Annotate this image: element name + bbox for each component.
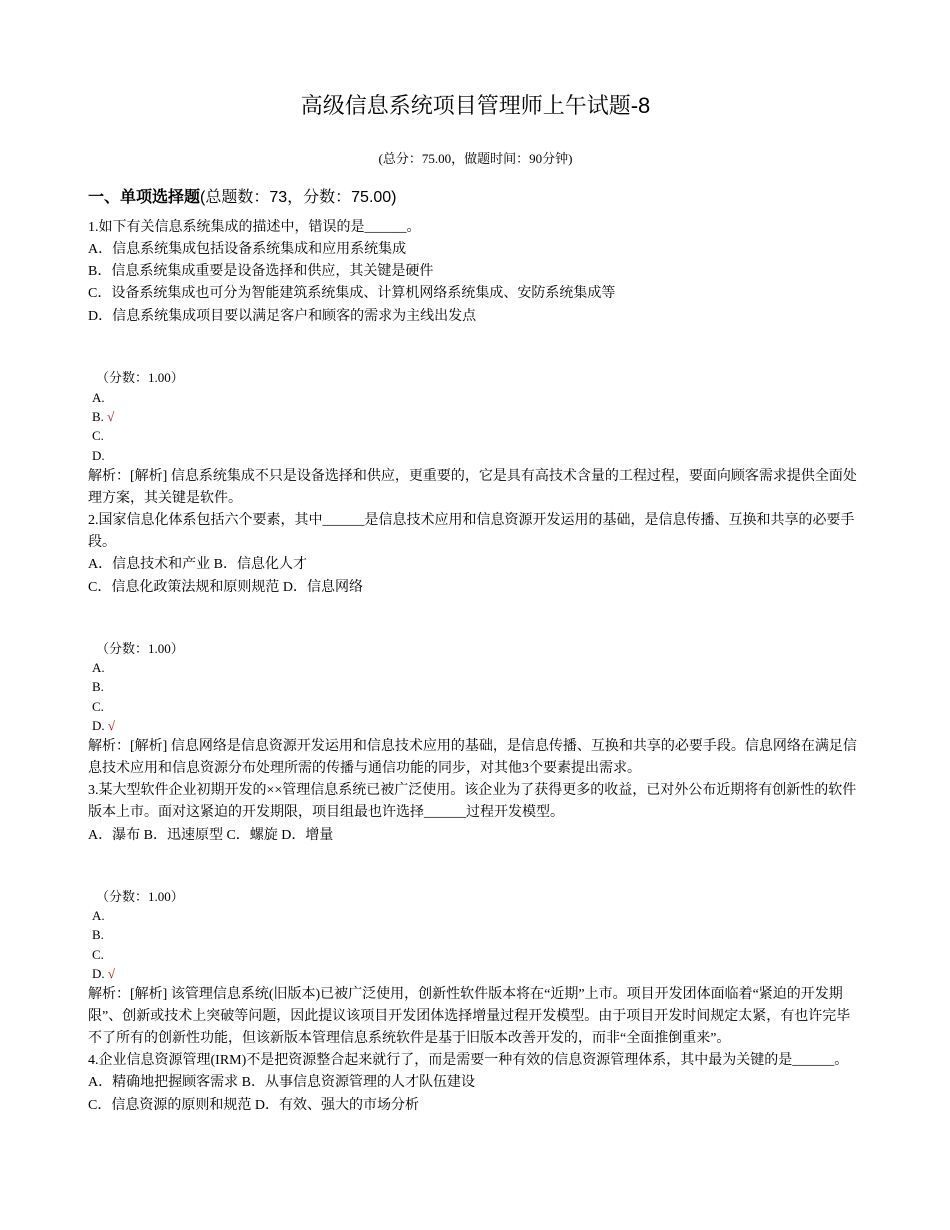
- question-2-analysis: 解析：[解析] 信息网络是信息资源开发运用和信息技术应用的基础，是信息传播、互换和共享的必要手段。信息网络在满足信息技术应用和信息资源分布处理所需的传播与通信功能的同步，对其他3个要素提出需求。: [88, 739, 857, 776]
- question-1-score: （分数：1.00）: [96, 370, 184, 385]
- question-2-answer-c: C.: [92, 699, 104, 714]
- question-1-choice-a: A．信息系统集成包括设备系统集成和应用系统集成: [88, 242, 407, 257]
- question-1-answer-d: D.: [92, 448, 105, 463]
- question-3-answer-b: B.: [92, 927, 104, 942]
- question-2-answer-b: B.: [92, 679, 104, 694]
- question-1-stem: 1.如下有关信息系统集成的描述中，错误的是______。: [88, 220, 421, 235]
- correct-check-icon: √: [107, 409, 115, 424]
- question-1-answer-b: B. √: [92, 409, 115, 424]
- question-2-choice-cd: C．信息化政策法规和原则规范 D．信息网络: [88, 580, 363, 595]
- question-1-choice-c: C．设备系统集成也可分为智能建筑系统集成、计算机网络系统集成、安防系统集成等: [88, 286, 616, 301]
- question-3-answer-c: C.: [92, 947, 104, 962]
- question-3-answer-d: D. √: [92, 966, 116, 981]
- question-3-choices: A．瀑布 B．迅速原型 C．螺旋 D．增量: [88, 828, 334, 843]
- question-4-choice-cd: C．信息资源的原则和规范 D．有效、强大的市场分析: [88, 1098, 419, 1113]
- question-2-stem: 2.国家信息化体系包括六个要素，其中______是信息技术应用和信息资源开发运用的基础，是信息传播、互换和共享的必要手段。: [88, 513, 855, 550]
- page-title: 高级信息系统项目管理师上午试题-8: [300, 93, 651, 118]
- question-1-answer-c: C.: [92, 428, 104, 443]
- question-4-stem: 4.企业信息资源管理(IRM)不是把资源整合起来就行了，而是需要一种有效的信息资源管理体系，其中最为关键的是______。: [88, 1053, 849, 1068]
- question-2-score: （分数：1.00）: [96, 641, 184, 656]
- section-header: [88, 187, 397, 209]
- question-2-choice-ab: A．信息技术和产业 B．信息化人才: [88, 557, 307, 572]
- question-1-answer-a: A.: [92, 390, 105, 405]
- correct-check-icon: √: [107, 966, 116, 981]
- section-label: 一、单项选择题: [88, 189, 201, 206]
- question-3-answer-a: A.: [92, 908, 105, 923]
- question-1-choice-d: D．信息系统集成项目要以满足客户和顾客的需求为主线出发点: [88, 309, 477, 324]
- question-3-analysis: 解析：[解析] 该管理信息系统(旧版本)已被广泛使用，创新性软件版本将在“近期”上市。项目开发团体面临着“紧迫的开发期限”、创新或技术上突破等问题，因此提议该项目开发团体选择增量过程开发模型。由于项目开发时间规定太紧，有也许完毕不了所有的创新性功能，但该新版本管理信息系统软件是基于旧版本改善开发的，而非“全面推倒重来”。: [88, 987, 851, 1046]
- question-3-score: （分数：1.00）: [96, 889, 184, 904]
- question-1-analysis: 解析：[解析] 信息系统集成不只是设备选择和供应，更重要的，它是具有高技术含量的工程过程，要面向顾客需求提供全面处理方案，其关键是软件。: [88, 469, 857, 506]
- question-2-answer-a: A.: [92, 660, 105, 675]
- correct-check-icon: √: [107, 718, 116, 733]
- question-4-choice-ab: A．精确地把握顾客需求 B．从事信息资源管理的人才队伍建设: [88, 1075, 475, 1090]
- question-2-answer-d: D. √: [92, 718, 116, 733]
- question-3-stem: 3.某大型软件企业初期开发的××管理信息系统已被广泛使用。该企业为了获得更多的收益，已对外公布近期将有创新性的软件版本上市。面对这紧迫的开发期限，项目组最也许选择______过程开发模型。: [88, 783, 857, 820]
- exam-meta: (总分：75.00，做题时间：90分钟): [378, 151, 573, 166]
- section-info: (总题数：73，分数：75.00): [200, 189, 397, 206]
- question-1-choice-b: B．信息系统集成重要是设备选择和供应，其关键是硬件: [88, 264, 434, 279]
